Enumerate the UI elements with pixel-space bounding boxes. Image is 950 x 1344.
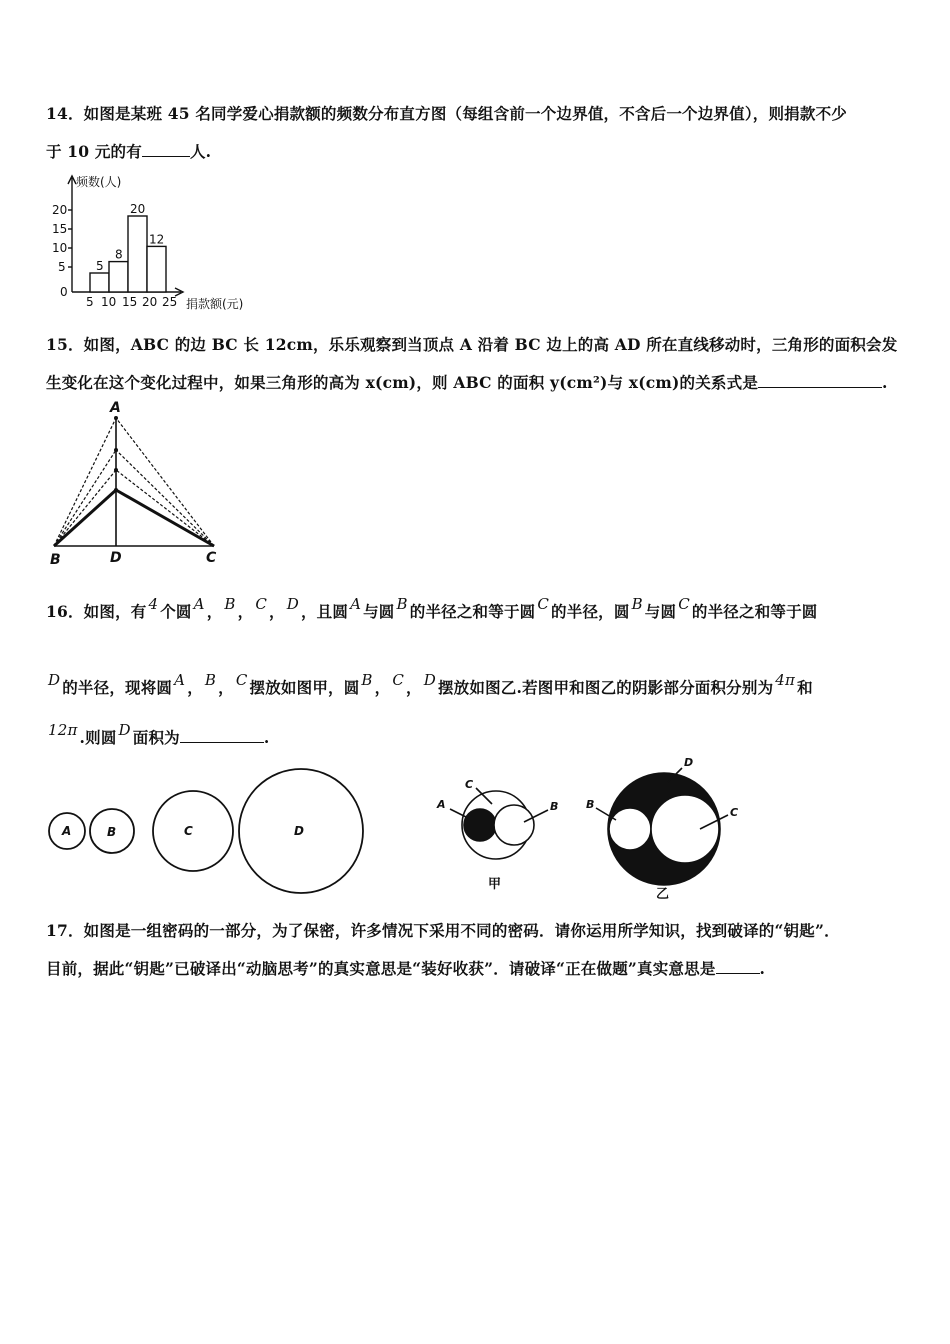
q16-text: .	[263, 728, 270, 747]
jia-label-b: B	[550, 800, 559, 813]
label-circle-b: B	[107, 825, 117, 839]
q16-text: 摆放如图乙.若图甲和图乙的阴影部分面积分别为	[437, 678, 774, 697]
q16-math-12pi: 12π	[48, 721, 78, 739]
q16-text: .则圆	[79, 728, 117, 747]
x-tick-label-20: 20	[142, 295, 158, 309]
q16-comma: ，	[406, 678, 422, 697]
q16-comma: ，	[187, 678, 203, 697]
histogram-bar	[109, 262, 128, 292]
circles-figure	[40, 752, 760, 902]
q16-text: 与圆	[363, 602, 395, 621]
q16-math-c: C	[235, 671, 248, 689]
q16-math-a: A	[193, 595, 205, 613]
q16-comma: ，	[237, 602, 254, 621]
q17-answer-blank[interactable]	[716, 959, 760, 974]
q15-line-2	[46, 371, 888, 393]
point-a	[114, 416, 118, 420]
q14-text-2: 于 10 元的有	[46, 142, 142, 161]
yi-label-c: C	[730, 806, 739, 819]
histogram-bar	[128, 216, 147, 292]
q16-math-b: B	[224, 595, 236, 613]
q16-math-b: B	[361, 671, 373, 689]
q16-math-d: D	[423, 671, 436, 689]
q16-line-1	[46, 595, 818, 622]
q16-text: 的半径，现将圆	[62, 678, 173, 697]
q14-answer-blank[interactable]	[142, 142, 190, 157]
histogram-bar	[147, 246, 166, 292]
point-a3	[114, 468, 118, 472]
histogram-ylabel: 频数(人)	[76, 175, 122, 189]
q17-line-2	[46, 957, 765, 979]
jia-circle-a	[464, 809, 496, 841]
q16-comma: ，	[269, 602, 285, 621]
label-a: A	[110, 400, 121, 416]
point-a4	[114, 488, 118, 492]
x-tick-label-25: 25	[162, 295, 178, 309]
histogram-bar-label: 12	[149, 232, 165, 247]
yi-label-b: B	[586, 798, 595, 811]
q15-text-3: .	[882, 373, 888, 392]
yi-circle-b	[609, 808, 651, 850]
q15-text-1: 15．如图，ABC 的边 BC 长 12cm，乐乐观察到当顶点 A 沿着 BC 边上的高 AD 所在直线移动时，三角形的面积会发	[46, 335, 898, 354]
label-jia: 甲	[488, 877, 502, 892]
q16-text: ，且圆	[300, 602, 349, 621]
q16-math-c: C	[537, 595, 550, 613]
x-tick-label-10: 10	[101, 295, 117, 309]
yi-label-d: D	[684, 756, 694, 769]
q16-text: 的半径，圆	[551, 602, 630, 621]
label-circle-a: A	[62, 824, 72, 838]
q14-text-1: 14．如图是某班 45 名同学爱心捐款额的频数分布直方图（每组含前一个边界值，不含后一个边界值），则捐款不少	[46, 104, 847, 123]
q16-math-d: D	[286, 595, 299, 613]
histogram-origin: 0	[60, 285, 68, 299]
histogram-bar	[90, 273, 109, 292]
q14-text-3: 人.	[189, 142, 212, 161]
q16-text: 面积为	[132, 728, 180, 747]
label-circle-d: D	[294, 824, 304, 838]
q16-text: 和	[797, 678, 813, 697]
q16-comma: ，	[206, 602, 223, 621]
q16-math-b: B	[204, 671, 217, 689]
q16-math-d: D	[118, 721, 131, 739]
q16-math-4: 4	[148, 595, 159, 613]
q16-line-2	[46, 671, 813, 698]
q14-line-1	[46, 102, 847, 124]
histogram-xlabel: 捐款额(元)	[186, 297, 244, 311]
q16-text: 16．如图，有	[46, 602, 147, 621]
q15-answer-blank[interactable]	[758, 373, 882, 388]
q16-math-c: C	[678, 595, 690, 613]
q16-comma: ，	[218, 678, 234, 697]
q14-line-2	[46, 140, 211, 162]
q17-text-2: 目前，据此“钥匙”已破译出“动脑思考”的真实意思是“装好收获”．请破译“正在做题”真实意思是	[46, 959, 716, 978]
label-yi: 乙	[656, 887, 670, 902]
label-c: C	[206, 550, 217, 566]
q16-math-c: C	[392, 671, 405, 689]
label-circle-c: C	[184, 824, 193, 838]
histogram-bar-label: 20	[130, 202, 146, 216]
y-tick-label-20: 20	[52, 203, 68, 217]
y-tick-label-15: 15	[52, 222, 68, 236]
y-tick-label-10: 10	[52, 241, 68, 255]
circle-c	[153, 791, 233, 871]
q16-answer-blank[interactable]	[180, 728, 264, 743]
jia-label-c: C	[465, 778, 474, 791]
x-tick-label-15: 15	[122, 295, 138, 309]
histogram-bar-label: 8	[115, 247, 123, 262]
q16-math-a: A	[174, 671, 186, 689]
q15-line-1	[46, 333, 897, 355]
q17-text-3: .	[759, 959, 766, 978]
jia-circle-b	[494, 805, 534, 845]
q16-text: 的半径之和等于圆	[409, 602, 536, 621]
q16-math-4pi: 4π	[775, 671, 796, 689]
q17-line-1	[46, 919, 840, 941]
histogram-figure	[46, 170, 266, 315]
solid-ac	[116, 490, 214, 546]
triangle-figure	[46, 398, 236, 570]
q16-math-b: B	[396, 595, 408, 613]
y-tick-label-5: 5	[58, 260, 66, 274]
q16-line-3	[46, 721, 270, 748]
q16-text: 的半径之和等于圆	[691, 602, 818, 621]
q16-math-b: B	[631, 595, 643, 613]
q16-math-d: D	[48, 671, 61, 689]
q15-text-2: 生变化在这个变化过程中，如果三角形的高为 x(cm)，则 ABC 的面积 y(cm²)与 x(cm)的关系式是	[46, 373, 759, 392]
q16-comma: ，	[374, 678, 391, 697]
histogram-bar-label: 5	[96, 259, 104, 273]
yi-circle-c	[651, 795, 719, 863]
q16-text: 个圆	[160, 602, 192, 621]
q16-math-a: A	[350, 595, 362, 613]
q16-text: 摆放如图甲，圆	[249, 678, 360, 697]
jia-label-a: A	[437, 798, 446, 811]
label-d: D	[110, 550, 122, 566]
point-a2	[114, 448, 118, 452]
label-b: B	[50, 552, 61, 568]
q16-math-c: C	[255, 595, 268, 613]
q16-text: 与圆	[644, 602, 677, 621]
q17-text-1: 17．如图是一组密码的一部分，为了保密，许多情况下采用不同的密码．请你运用所学知识，找到破译的“钥匙”．	[46, 921, 840, 940]
x-tick-label-5: 5	[86, 295, 94, 309]
